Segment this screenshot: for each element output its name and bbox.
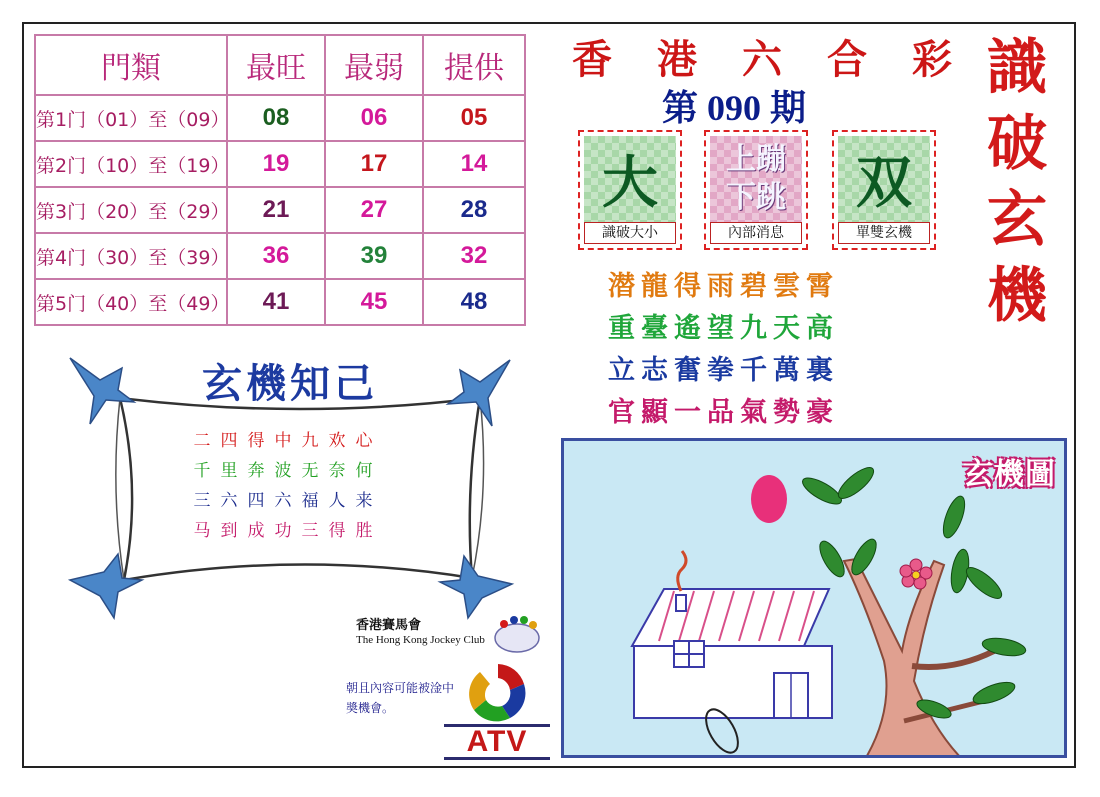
poem-line: 官顯一品氣勢豪 bbox=[608, 397, 839, 428]
hint-image bbox=[838, 136, 930, 222]
row-range: 第4门（30）至（39） bbox=[35, 233, 227, 279]
table-row bbox=[35, 279, 525, 325]
row-best: 21 bbox=[227, 187, 325, 233]
hint-label: 內部消息 bbox=[710, 222, 802, 244]
vertical-title bbox=[972, 30, 1062, 334]
table-row bbox=[35, 187, 525, 233]
scroll-poem-line: 二四得中九欢心 bbox=[193, 431, 383, 451]
row-best: 36 bbox=[227, 233, 325, 279]
hint-inside-info bbox=[704, 130, 808, 250]
poem-line: 重臺遙望九天高 bbox=[608, 313, 839, 344]
hint-top-text: 上蹦 bbox=[726, 142, 786, 177]
hkjc-name-en: The Hong Kong Jockey Club bbox=[356, 634, 485, 646]
hint-label: 單雙玄機 bbox=[838, 222, 930, 244]
poem-line: 立志奮拳千萬裏 bbox=[608, 355, 839, 386]
title-char: 六 bbox=[742, 36, 782, 83]
atv-logo-icon bbox=[440, 660, 556, 726]
riddle-picture bbox=[561, 438, 1067, 758]
vertical-title-char: 破 bbox=[987, 109, 1047, 179]
title-char: 彩 bbox=[912, 36, 952, 83]
hint-image bbox=[584, 136, 676, 222]
vertical-title-char: 玄 bbox=[987, 185, 1047, 255]
row-range: 第5门（40）至（49） bbox=[35, 279, 227, 325]
hint-bottom-text: 下跳 bbox=[726, 180, 786, 215]
row-offer: 14 bbox=[423, 141, 525, 187]
row-offer: 05 bbox=[423, 95, 525, 141]
row-offer: 32 bbox=[423, 233, 525, 279]
picture-label: 玄機圖 bbox=[963, 457, 1056, 492]
door-table bbox=[34, 34, 526, 326]
hint-big-char: 双 bbox=[856, 150, 912, 216]
vertical-title-char: 識 bbox=[987, 33, 1047, 103]
title-char: 合 bbox=[827, 36, 867, 83]
row-best: 41 bbox=[227, 279, 325, 325]
issue-number: 第 090 期 bbox=[662, 88, 807, 128]
title-char: 香 bbox=[572, 36, 612, 83]
scroll-poem-line: 三六四六福人来 bbox=[193, 491, 383, 511]
balloon-icon bbox=[751, 475, 787, 523]
row-best: 19 bbox=[227, 141, 325, 187]
vertical-title-char: 機 bbox=[987, 261, 1047, 331]
table-header-row bbox=[35, 35, 525, 95]
row-offer: 28 bbox=[423, 187, 525, 233]
row-best: 08 bbox=[227, 95, 325, 141]
row-range: 第3门（20）至（29） bbox=[35, 187, 227, 233]
row-offer: 48 bbox=[423, 279, 525, 325]
row-worst: 06 bbox=[325, 95, 423, 141]
scroll-poem bbox=[168, 426, 408, 546]
hint-big-char: 大 bbox=[602, 150, 658, 216]
scroll-poem-line: 千里奔波无奈何 bbox=[193, 461, 383, 481]
title-char: 港 bbox=[657, 36, 697, 83]
main-title bbox=[572, 28, 952, 85]
row-worst: 45 bbox=[325, 279, 423, 325]
table-row bbox=[35, 233, 525, 279]
row-range: 第2门（10）至（19） bbox=[35, 141, 227, 187]
table-row bbox=[35, 95, 525, 141]
header-worst: 最弱 bbox=[325, 35, 423, 95]
scroll-poem-line: 马到成功三得胜 bbox=[193, 521, 383, 541]
hint-odd-even bbox=[832, 130, 936, 250]
poem-line: 潜龍得雨碧雲霄 bbox=[608, 271, 839, 302]
hint-size bbox=[578, 130, 682, 250]
row-worst: 27 bbox=[325, 187, 423, 233]
row-range: 第1门（01）至（09） bbox=[35, 95, 227, 141]
poem bbox=[608, 266, 839, 434]
atv-wordmark: ATV bbox=[444, 724, 550, 760]
hkjc-name-cn: 香港賽馬會 bbox=[356, 618, 422, 633]
table-row bbox=[35, 141, 525, 187]
row-worst: 17 bbox=[325, 141, 423, 187]
header-best: 最旺 bbox=[227, 35, 325, 95]
disclaimer-text: 朝且內容可能被淦中奬機會。 bbox=[346, 681, 455, 715]
header-offer: 提供 bbox=[423, 35, 525, 95]
scroll-title: 玄機知己 bbox=[202, 360, 378, 407]
hint-label: 識破大小 bbox=[584, 222, 676, 244]
row-worst: 39 bbox=[325, 233, 423, 279]
header-category: 門類 bbox=[35, 35, 227, 95]
mark-six-logo-icon bbox=[490, 614, 544, 658]
hint-image bbox=[710, 136, 802, 222]
scroll-banner bbox=[60, 340, 520, 620]
house-icon bbox=[632, 551, 832, 758]
